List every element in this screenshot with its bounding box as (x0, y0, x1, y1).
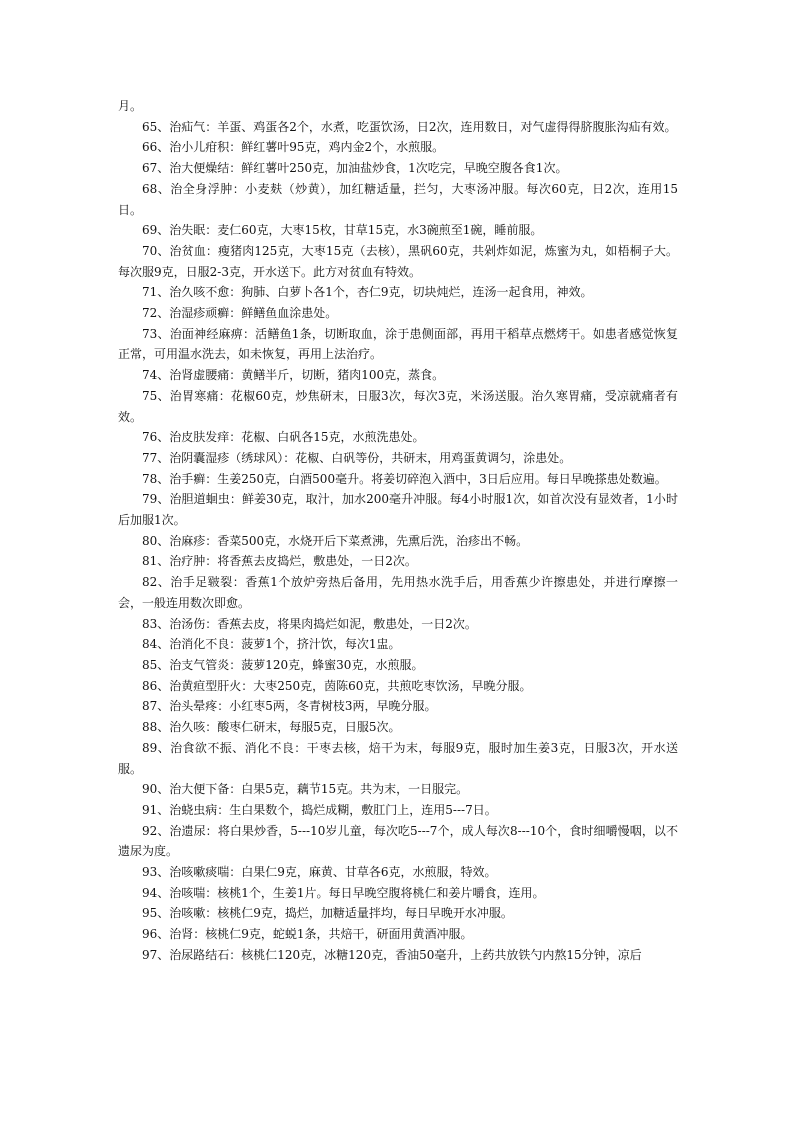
text-line: 82、治手足皲裂：香蕉1个放炉旁热后备用，先用热水洗手后，用香蕉少许擦患处，并进行摩擦一会，一般连用数次即愈。 (118, 575, 678, 610)
text-line: 90、治大便下备：白果5克，藕节15克。共为末，一日服完。 (142, 782, 469, 797)
text-line: 71、治久咳不愈：狗肺、白萝卜各1个，杏仁9克，切块炖烂，连汤一起食用，神效。 (142, 285, 593, 300)
text-line: 75、治胃寒痛：花椒60克，炒焦研末，日服3次，每次3克，米汤送服。治久寒胃痛，受凉就痛者有效。 (118, 388, 678, 424)
text-line: 92、治遗尿：将白果炒香，5---10岁儿童，每次吃5---7个，成人每次8---10个，食时细嚼慢咽，以不遗尿为度。 (118, 823, 678, 859)
text-line: 93、治咳嗽痰喘：白果仁9克，麻黄、甘草各6克，水煎服，特效。 (142, 865, 497, 880)
text-line: 76、治皮肤发痒：花椒、白矾各15克，水煎洗患处。 (142, 430, 425, 445)
text-line: 83、治汤伤：香蕉去皮，将果肉捣烂如泥，敷患处，一日2次。 (142, 616, 477, 631)
text-line: 97、治尿路结石：核桃仁120克，冰糖120克，香油50毫升，上药共放铁勺内熬15分钟，凉后 (142, 947, 642, 962)
text-line: 95、治咳嗽：核桃仁9克，捣烂，加糖适量拌均，每日早晚开水冲服。 (142, 906, 513, 921)
text-line: 91、治蛲虫病：生白果数个，捣烂成糊，敷肛门上，连用5---7日。 (142, 802, 497, 817)
text-line: 65、治疝气：羊蛋、鸡蛋各2个，水煮，吃蛋饮汤，日2次，连用数日，对气虚得得脐腹胀沟疝有效。 (142, 119, 677, 134)
text-line: 85、治支气管炎：菠萝120克，蜂蜜30克，水煎服。 (142, 657, 424, 672)
text-line: 81、治疗肿：将香蕉去皮捣烂，敷患处，一日2次。 (142, 554, 417, 569)
text-line: 86、治黄疸型肝火：大枣250克，茵陈60克，共煎吃枣饮汤，早晚分服。 (142, 678, 532, 693)
text-line: 月。 (118, 99, 143, 113)
text-line: 84、治消化不良：菠萝1个，挤汁饮，每次1盅。 (142, 637, 401, 652)
text-line: 72、治湿疹顽癣：鲜鳝鱼血涂患处。 (142, 306, 338, 321)
text-line: 66、治小儿疳积：鲜红薯叶95克，鸡内金2个，水煎服。 (142, 140, 445, 155)
text-line: 96、治肾：核桃仁9克，蛇蜕1条，共焙干，研面用黄酒冲服。 (142, 927, 473, 942)
text-line: 89、治食欲不振、消化不良：干枣去核，焙干为末，每服9克，服时加生姜3克，日服3次，开水送服。 (118, 740, 678, 776)
text-line: 73、治面神经麻痹：活鳝鱼1条，切断取血，涂于患侧面部，再用干稻草点燃烤干。如患者感觉恢复正常，可用温水洗去，如未恢复，再用上法治疗。 (118, 326, 678, 362)
text-line: 79、治胆道蛔虫：鲜姜30克，取汁，加水200毫升冲服。每4小时服1次，如首次没有显效者，1小时后加服1次。 (118, 492, 678, 528)
text-line: 78、治手癣：生姜250克，白酒500毫升。将姜切碎泡入酒中，3日后应用。每日早晚搽患处数遍。 (142, 471, 667, 486)
text-line: 69、治失眠：麦仁60克，大枣15枚，甘草15克，水3碗煎至1碗，睡前服。 (142, 223, 543, 238)
text-line: 88、治久咳：酸枣仁研末，每服5克，日服5次。 (142, 720, 401, 735)
text-line: 74、治肾虚腰痛：黄鳝半斤，切断，猪肉100克，蒸食。 (142, 368, 445, 383)
text-line: 94、治咳喘：核桃1个，生姜1片。每日早晚空腹将桃仁和姜片嚼食，连用。 (142, 885, 545, 900)
text-line: 68、治全身浮肿：小麦麸（炒黄），加红糖适量，拦匀，大枣汤冲服。每次60克，日2次，连用15日。 (118, 181, 678, 217)
text-line: 67、治大便燥结：鲜红薯叶250克，加油盐炒食，1次吃完，早晚空腹各食1次。 (142, 161, 568, 176)
text-line: 80、治麻疹：香菜500克，水烧开后下菜煮沸，先熏后洗，治疹出不畅。 (142, 533, 529, 548)
text-line: 77、治阴囊湿疹（绣球风）：花椒、白矾等份，共研末，用鸡蛋黄调匀，涂患处。 (142, 450, 572, 465)
document-body (118, 96, 678, 966)
text-line: 87、治头晕疼：小红枣5两，冬青树枝3两，早晚分服。 (142, 699, 437, 714)
text-line: 70、治贫血：瘦猪肉125克，大枣15克（去核），黑矾60克，共剁炸如泥，炼蜜为丸，如梧桐子大。每次服9克，日服2-3克，开水送下。此方对贫血有特效。 (118, 243, 678, 279)
